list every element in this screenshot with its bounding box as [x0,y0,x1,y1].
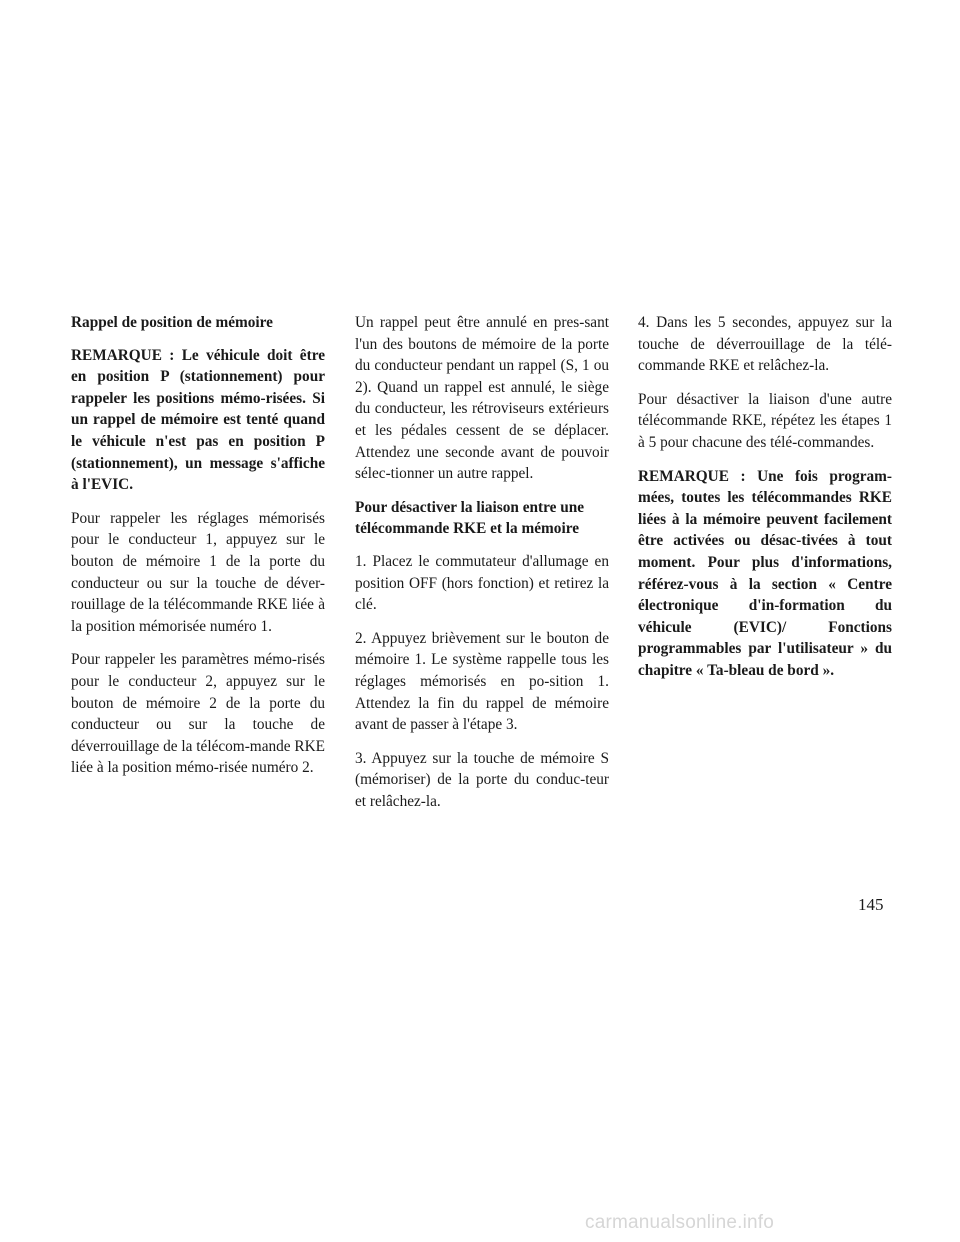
step-4: 4. Dans les 5 secondes, appuyez sur la touche de déverrouillage de la télé-commande RKE et relâchez-la. [638,314,892,375]
paragraph-other-remote: Pour désactiver la liaison d'une autre télécommande RKE, répétez les étapes 1 à 5 pour chacune des télé-commandes. [638,390,892,451]
note-programmed-remotes: REMARQUE : Une fois program-mées, toutes les télécommandes RKE liées à la mémoire peuvent facilement être activées ou désac-tivées à tout moment. Pour plus d'informations, référez-vous à la section « Centre électronique d'in-formation du véhicule (EVIC)/ Fonctions programmables par l'utilisateur » du chapitre « Ta-bleau de bord ». [638,467,892,679]
note-park-position: REMARQUE : Le véhicule doit être en position P (stationnement) pour rappeler les positions mémo-risées. Si un rappel de mémoire est tenté quand le véhicule n'est pas en position P (stationnement), un message s'affiche à l'EVIC. [71,346,325,494]
page-number: 145 [858,895,884,914]
step-1: 1. Placez le commutateur d'allumage en position OFF (hors fonction) et retirez la clé. [355,552,609,614]
paragraph-driver-2-recall: Pour rappeler les paramètres mémo-risés pour le conducteur 2, appuyez sur le bouton de mémoire 2 de la porte du conducteur ou sur la touche de déverrouillage de la télécom-mande RKE liée à la position mémo-risée numéro 2. [71,651,325,777]
section-heading-disable-link: Pour désactiver la liaison entre une télécommande RKE et la mémoire [355,498,585,538]
column-1 [71,312,325,791]
step-2: 2. Appuyez brièvement sur le bouton de mémoire 1. Le système rappelle tous les réglages mémorisés en po-sition 1. Attendez la fin du rappel de mémoire avant de passer à l'étape 3. [355,629,609,734]
column-3 [638,312,892,694]
watermark-text: carmanualsonline.info [585,1212,775,1233]
column-2 [355,312,609,824]
section-heading-memory-recall: Rappel de position de mémoire [71,314,273,331]
paragraph-cancel-recall: Un rappel peut être annulé en pres-sant l'un des boutons de mémoire de la porte du conducteur pendant un rappel (S, 1 ou 2). Quand un rappel est annulé, le siège du conducteur, les rétroviseurs extérieurs et les pédales cessent de se déplacer. Attendez une seconde avant de pouvoir sélec-tionner un autre rappel. [355,314,609,483]
paragraph-driver-1-recall: Pour rappeler les réglages mémorisés pour le conducteur 1, appuyez sur le bouton de mémoire 1 de la porte du conducteur ou sur la touche de déver-rouillage de la télécommande RKE liée à la position mémorisée numéro 1. [71,509,325,635]
step-3: 3. Appuyez sur la touche de mémoire S (mémoriser) de la porte du conduc-teur et relâchez-la. [355,749,609,810]
